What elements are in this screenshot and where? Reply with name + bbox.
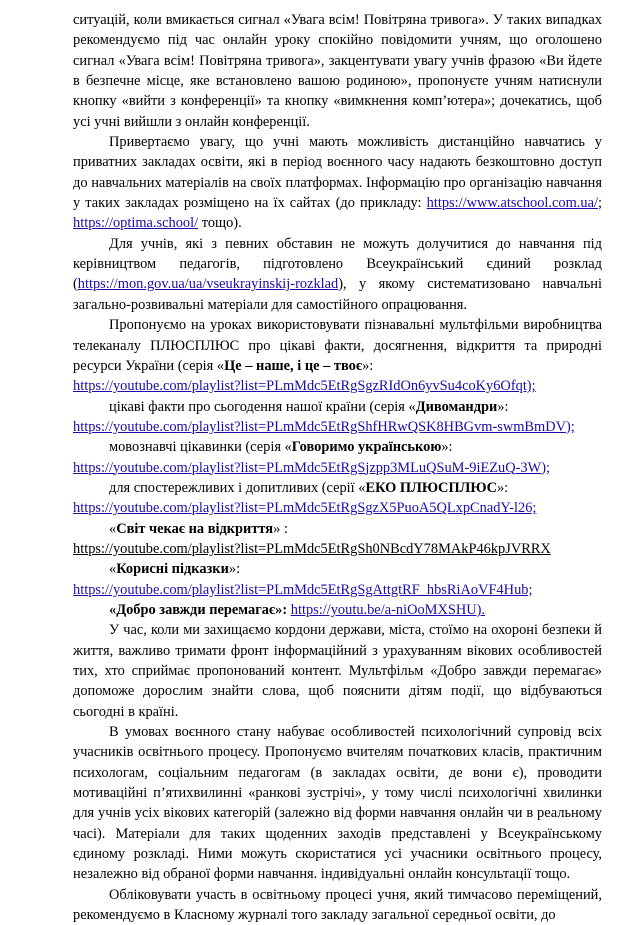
series-link-line bbox=[73, 417, 602, 437]
series-link-line bbox=[73, 458, 602, 478]
paragraph-schedule: Для учнів, які з певних обставин не можуть долучитися до навчання під керівництвом педагогів, підготовлено Всеукраїнський єдиний розклад (https://mon.gov.ua/ua/vseukrayinskij-rozklad), у якому систематизовано навчальні загально-розвивальні матеріали для самостійного опрацювання. bbox=[73, 235, 602, 313]
link-optima[interactable]: https://optima.school/ bbox=[73, 215, 199, 232]
series-item: «Корисні підказки»: bbox=[109, 561, 241, 578]
paragraph-air-raid: ситуацій, коли вмикається сигнал «Увага всім! Повітряна тривога». У таких випадках рекомендуємо під час онлайн уроку спокійно повідомити учням, що оголошено сигнал «Увага всім! Повітряна тривога», закцентувати увагу учнів фразою «Ви йдете в безпечне місце, яке встановлено вашою родиною», пропонуєте учням натиснули кнопку «вийти з конференції» та кнопку «вимкнення комп’ютера»; дочекатись, щоб усі учні вийшли з онлайн конференції. bbox=[73, 12, 602, 130]
paragraph-cartoons-intro: Пропонуємо на уроках використовувати пізнавальні мультфільми виробництва телеканалу ПЛЮСПЛЮС про цікаві факти, досягнення, відкриття та природні ресурси України (серія «Це – наше, і це – твоє»: bbox=[73, 317, 602, 374]
paragraph-private-schools: Привертаємо увагу, що учні мають можливість дистанційно навчатись у приватних закладах освіти, які в період воєнного часу надають безкоштовно доступ до навчальних матеріалів на своїх платформах. Інформацію про організацію навчання у таких закладах розміщено на їх сайтах (до прикладу: https://www.atschool.com.ua/; https://optima.school/ тощо). bbox=[73, 134, 602, 232]
link-playlist-korysni[interactable]: https://youtube.com/playlist?list=PLmMdc5EtRgSgAttgtRF_hbsRiAoVF4Hub; bbox=[73, 581, 533, 598]
series-link-line bbox=[73, 580, 602, 600]
link-atschool[interactable]: https://www.atschool.com.ua/ bbox=[426, 195, 598, 212]
paragraph-info-front: У час, коли ми захищаємо кордони держави, міста, стоїмо на охороні безпеки й життя, важливо тримати фронт інформаційний з урахуванням вікових особливостей тих, хто сприймає пропонований контент. Мультфільм «Добро завжди перемагає» допоможе дорослим знайти слова, щоб пояснити дітям події, що відбуваються сьогодні в країні. bbox=[73, 622, 602, 720]
link-playlist-dyvomandry[interactable]: https://youtube.com/playlist?list=PLmMdc5EtRgShfHRwQSK8HBGvm-swmBmDV); bbox=[73, 418, 575, 435]
series-link-line bbox=[73, 539, 602, 559]
paragraph-psych-support: В умовах воєнного стану набуває особливостей психологічний супровід всіх учасників освітнього процесу. Пропонуємо вчителям початкових класів, практичним психологам, соціальним педагогам (в закладах освіти, де вони є), проводити мотиваційні п’ятихвилинні «ранкові зустрічі», у тому числі психологічні хвилинки для учнів усіх вікових категорій (залежно від форми навчання онлайн чи в реальному часі). Матеріали для таких щоденних заходів представлені у Всеукраїнському єдиному розкладі. Ними можуть скористатися усі учасники освітнього процесу, незалежно від обраної форми навчання. індивідуальні онлайн консультації тощо. bbox=[73, 724, 602, 883]
link-mon-schedule[interactable]: https://mon.gov.ua/ua/vseukrayinskij-rozklad bbox=[77, 276, 339, 293]
paragraph-attendance: Обліковувати участь в освітньому процесі учня, який тимчасово переміщений, рекомендуємо в Класному журналі того закладу загальної середньої освіти, до bbox=[73, 886, 602, 924]
paragraph-text: Привертаємо увагу, що учні мають можливість дистанційно навчатись у приватних закладах освіти, які в період воєнного часу надають безкоштовно доступ до навчальних матеріалів на своїх платформах. Інформацію про організацію навчання у таких закладах розміщено на їх сайтах (до прикладу: bbox=[73, 134, 602, 212]
link-playlist-hovorymo[interactable]: https://youtube.com/playlist?list=PLmMdc5EtRgSjzpp3MLuQSuM-9iEZuQ-3W); bbox=[73, 459, 550, 476]
link-youtu-dobro[interactable]: https://youtu.be/a-niOoMXSHU). bbox=[290, 601, 486, 618]
link-playlist-eko[interactable]: https://youtube.com/playlist?list=PLmMdc5EtRgSgzX5PuoA5QLxpCnadY-l26; bbox=[73, 500, 537, 517]
series-item: цікаві факти про сьогодення нашої країни (серія «Дивомандри»: bbox=[109, 398, 509, 415]
series-link-line bbox=[73, 498, 602, 518]
link-playlist-svit[interactable]: https://youtube.com/playlist?list=PLmMdc5EtRgSh0NBcdY78MAkP46kpJVRRX bbox=[73, 540, 551, 557]
series-item: «Добро завжди перемагає»: https://youtu.be/a-niOoMXSHU). bbox=[109, 601, 486, 618]
series-link-line bbox=[73, 376, 602, 396]
series-item: «Світ чекає на відкриття» : bbox=[109, 520, 288, 537]
series-item: для спостережливих і допитливих (серії «ЕКО ПЛЮСПЛЮС»: bbox=[109, 479, 509, 496]
link-playlist-ce-nashe[interactable]: https://youtube.com/playlist?list=PLmMdc5EtRgSgzRIdOn6yvSu4coKy6Ofqt); bbox=[73, 378, 536, 395]
series-item: мовознавчі цікавинки (серія «Говоримо українською»: bbox=[109, 439, 453, 456]
